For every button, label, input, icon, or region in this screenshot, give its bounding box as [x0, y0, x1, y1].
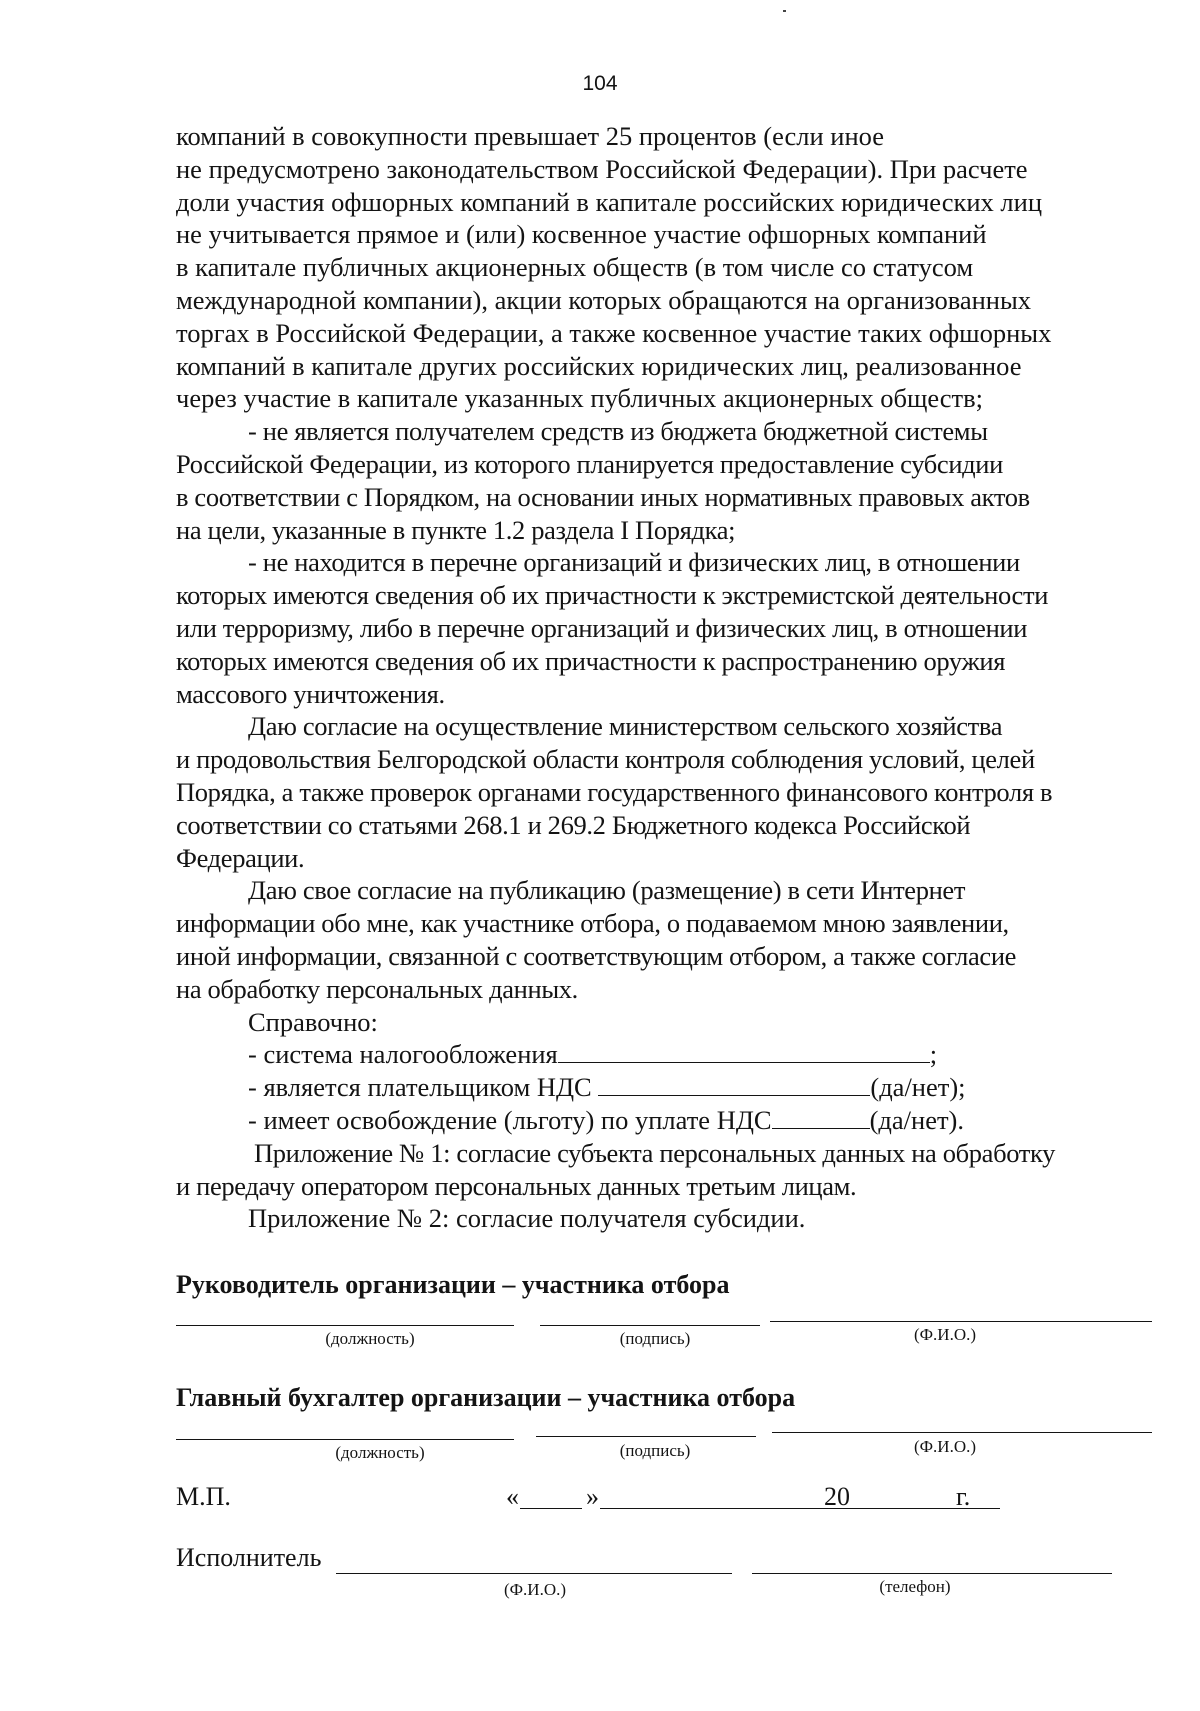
tax-system-row	[176, 1038, 1151, 1071]
head-signature-caption: (подпись)	[619, 1329, 691, 1348]
reference-heading: Справочно:	[248, 1006, 378, 1037]
text-line: Федерации.	[176, 842, 305, 873]
year-blank[interactable]	[850, 1486, 928, 1509]
text-line: торгах в Российской Федерации, а также косвенное участие таких офшорных	[176, 317, 1052, 348]
text-line: компаний в капитале других российских юридических лиц, реализованное	[176, 350, 1022, 381]
executor-phone-caption: (телефон)	[879, 1577, 951, 1596]
text-line: через участие в капитале указанных публичных акционерных обществ;	[176, 383, 984, 414]
head-position-line[interactable]	[176, 1325, 514, 1326]
tax-system-end: ;	[929, 1039, 938, 1070]
attachment-1	[176, 1137, 1151, 1203]
stamp-date-row	[176, 1482, 1076, 1522]
text-line: компаний в совокупности превышает 25 процентов (если иное	[176, 121, 884, 151]
vat-exempt-row	[176, 1104, 1151, 1137]
vat-payer-end: (да/нет);	[870, 1072, 966, 1103]
stamp-label: М.П.	[176, 1482, 231, 1511]
vat-payer-label: - является плательщиком НДС	[248, 1072, 592, 1103]
executor-name-caption: (Ф.И.О.)	[503, 1580, 567, 1599]
text-line: Порядка, а также проверок органами государственного финансового контроля в	[176, 776, 1053, 807]
accountant-position-caption: (должность)	[335, 1443, 425, 1462]
text-line: Даю согласие на осуществление министерством сельского хозяйства	[248, 711, 1003, 742]
executor-name-line[interactable]	[336, 1573, 732, 1574]
paragraph-extremism-list	[176, 546, 1151, 710]
accountant-signature-line[interactable]	[536, 1436, 756, 1437]
quote-close: »	[586, 1482, 599, 1511]
attachment-2: Приложение № 2: согласие получателя субсидии.	[248, 1203, 806, 1234]
accountant-position-line[interactable]	[176, 1439, 514, 1440]
text-line: международной компании), акции которых обращаются на организованных	[176, 284, 1032, 315]
head-signature-title: Руководитель организации – участника отбора	[176, 1270, 730, 1299]
text-line: - не находится в перечне организаций и физических лиц, в отношении	[248, 547, 1020, 578]
accountant-signature-caption: (подпись)	[619, 1441, 691, 1460]
text-line: на обработку персональных данных.	[176, 973, 578, 1004]
text-line: иной информации, связанной с соответствующим отбором, а также согласие	[176, 940, 1017, 971]
text-line: на цели, указанные в пункте 1.2 раздела I Порядка;	[176, 514, 736, 545]
paragraph-budget-recipient	[176, 415, 1151, 546]
tax-system-label: - система налогообложения	[248, 1039, 558, 1070]
accountant-name-caption: (Ф.И.О.)	[913, 1437, 977, 1456]
executor-phone-line[interactable]	[752, 1573, 1112, 1574]
text-line: не предусмотрено законодательством Российской Федерации). При расчете	[176, 153, 1028, 184]
text-line: массового уничтожения.	[176, 678, 445, 709]
document-body	[176, 120, 1151, 1235]
tax-system-blank[interactable]	[558, 1040, 930, 1063]
day-blank[interactable]	[520, 1486, 582, 1509]
month-blank[interactable]	[600, 1486, 1000, 1509]
paragraph-control-consent	[176, 710, 1151, 874]
text-line: или терроризму, либо в перечне организаций и физических лиц, в отношении	[176, 612, 1028, 643]
text-line: и передачу оператором персональных данных третьим лицам.	[176, 1170, 857, 1201]
text-line: в капитале публичных акционерных обществ (в том числе со статусом	[176, 252, 974, 283]
paragraph-publication-consent	[176, 874, 1151, 1005]
head-position-caption: (должность)	[325, 1329, 415, 1348]
accountant-name-line[interactable]	[772, 1432, 1152, 1433]
text-line: информации обо мне, как участнике отбора, о подаваемом мною заявлении,	[176, 908, 1009, 939]
quote-open: «	[506, 1482, 519, 1511]
vat-exempt-end: (да/нет).	[869, 1104, 964, 1135]
text-line: и продовольствия Белгородской области контроля соблюдения условий, целей	[176, 744, 1035, 775]
accountant-signature-title: Главный бухгалтер организации – участника отбора	[176, 1383, 796, 1412]
text-line: - не является получателем средств из бюджета бюджетной системы	[248, 416, 988, 447]
text-line: Российской Федерации, из которого планируется предоставление субсидии	[176, 448, 1003, 479]
text-line: не учитывается прямое и (или) косвенное участие офшорных компаний	[176, 219, 987, 250]
text-line: доли участия офшорных компаний в капитале российских юридических лиц	[176, 186, 1042, 217]
scan-speck	[783, 10, 786, 12]
vat-exempt-label: - имеет освобождение (льготу) по уплате НДС	[248, 1104, 772, 1135]
head-signature-line[interactable]	[540, 1325, 760, 1326]
head-name-caption: (Ф.И.О.)	[913, 1325, 977, 1344]
text-line: которых имеются сведения об их причастности к распространению оружия	[176, 645, 1006, 676]
year-suffix: г.	[956, 1482, 971, 1511]
year-prefix: 20	[824, 1482, 850, 1511]
vat-payer-blank[interactable]	[598, 1073, 870, 1096]
executor-label: Исполнитель	[176, 1543, 322, 1572]
text-line: Даю свое согласие на публикацию (размещение) в сети Интернет	[248, 875, 966, 906]
vat-exempt-blank[interactable]	[772, 1106, 870, 1129]
text-line: которых имеются сведения об их причастности к экстремистской деятельности	[176, 580, 1049, 611]
head-name-line[interactable]	[770, 1321, 1152, 1322]
page-number: 104	[582, 72, 618, 95]
text-line: соответствии со статьями 268.1 и 269.2 Бюджетного кодекса Российской	[176, 809, 971, 840]
vat-payer-row	[176, 1071, 1151, 1104]
text-line: в соответствии с Порядком, на основании иных нормативных правовых актов	[176, 481, 1030, 512]
text-line: Приложение № 1: согласие субъекта персональных данных на обработку	[254, 1137, 1056, 1168]
paragraph-offshore	[176, 120, 1151, 415]
